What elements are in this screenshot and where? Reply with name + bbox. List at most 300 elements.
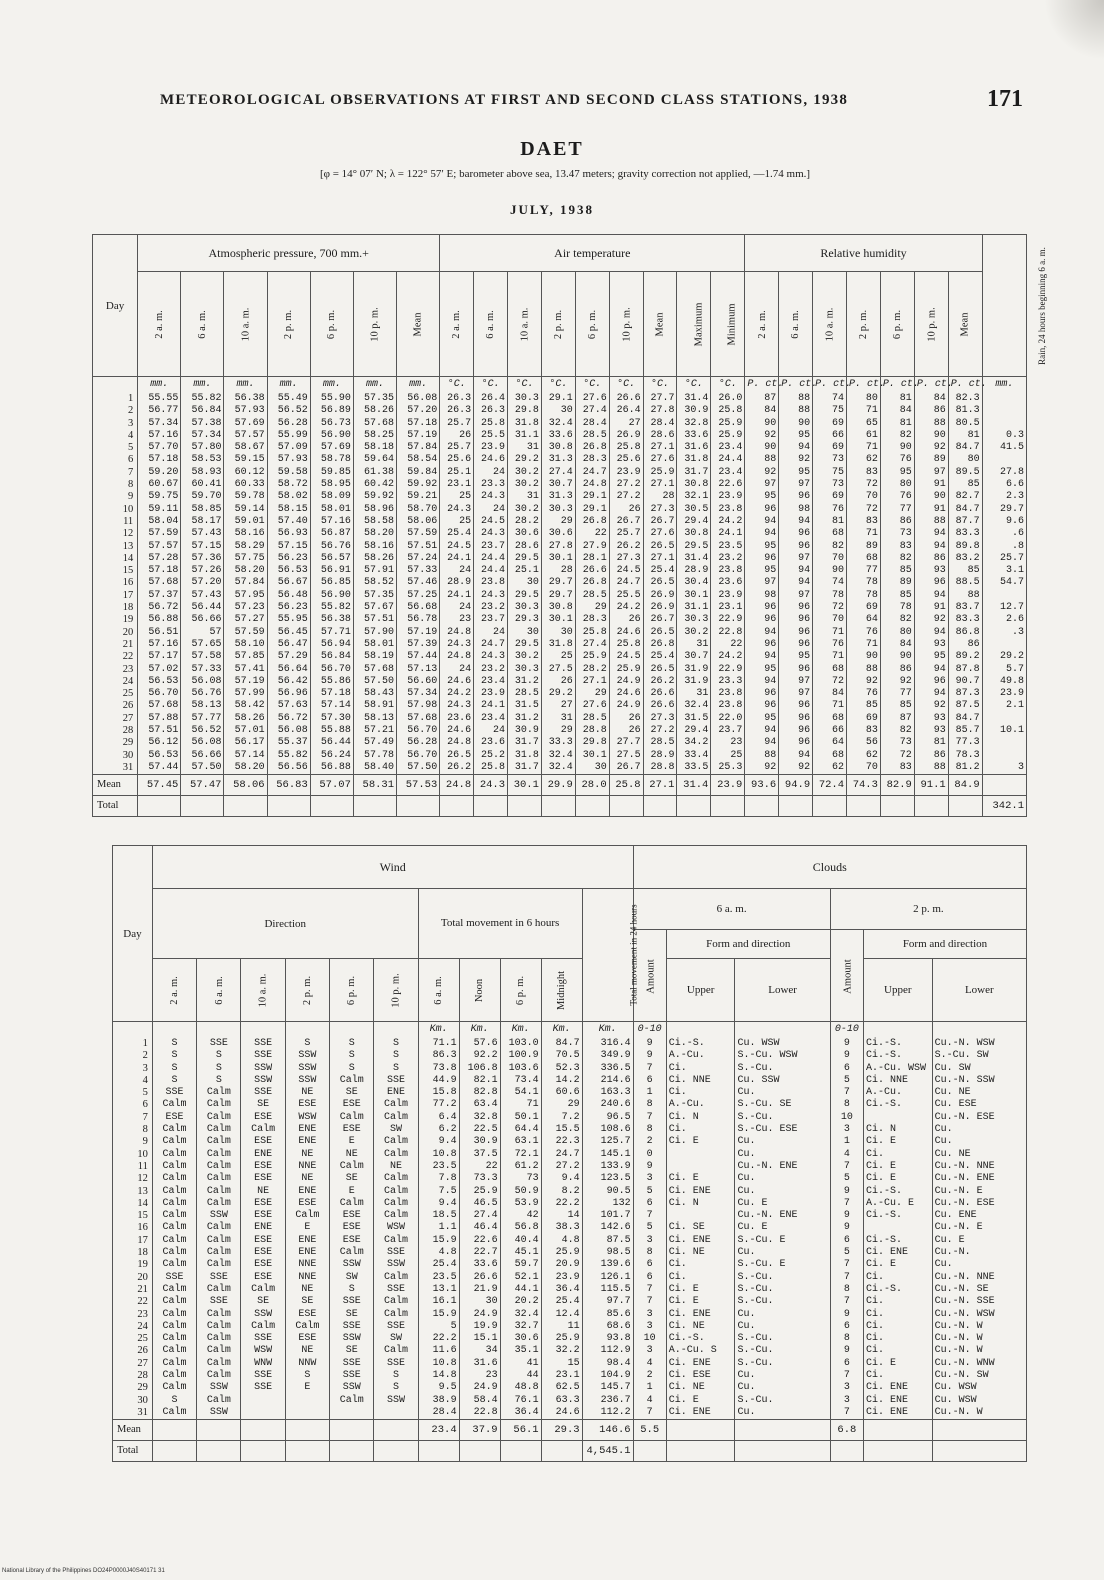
cloud-lower-6am: S.-Cu.	[735, 1345, 830, 1357]
cloud-amount-6am: 3	[633, 1173, 666, 1185]
movement-cell: 14.2	[541, 1075, 582, 1087]
temperature-cell: 31.7	[508, 762, 542, 775]
temperature-cell: 34.2	[677, 737, 711, 749]
cloud-upper-2pm: Ci. ENE	[863, 1395, 932, 1407]
pressure-cell: 55.82	[267, 750, 310, 762]
day-number: 26	[113, 1345, 153, 1357]
movement-cell: 9.4	[418, 1198, 459, 1210]
wind-direction-cell: ESE	[241, 1173, 285, 1185]
temperature-cell: 27	[609, 418, 643, 430]
wind-direction-cell: E	[330, 1186, 374, 1198]
humidity-cell: 81	[914, 737, 948, 749]
temperature-cell: 24.6	[474, 454, 508, 466]
temperature-cell: 27.6	[575, 393, 609, 405]
pressure-cell: 57.44	[138, 762, 181, 775]
temperature-cell: 27.4	[541, 467, 575, 479]
cloud-upper-2pm: Ci.-S.	[863, 1099, 932, 1111]
cloud-upper-2pm: Ci.-S.	[863, 1050, 932, 1062]
wind-direction-cell: ENE	[285, 1136, 329, 1148]
temperature-col-header: Maximum	[677, 272, 711, 377]
movement-cell: 73.3	[459, 1173, 500, 1185]
temperature-cell: 28	[643, 491, 677, 503]
cloud-upper-6am: A.-Cu.	[666, 1099, 735, 1111]
humidity-cell: 96	[914, 577, 948, 589]
temperature-cell: 27.5	[609, 750, 643, 762]
cloud-amount-6am: 0	[633, 1149, 666, 1161]
temperature-cell: 23	[711, 737, 745, 749]
temperature-cell: 24.4	[474, 553, 508, 565]
temperature-cell: 26.3	[440, 393, 474, 405]
humidity-cell: 96	[745, 639, 779, 651]
cloud-amount-6am: 3	[633, 1321, 666, 1333]
humidity-cell: 84	[880, 405, 914, 417]
pressure-cell: 57.85	[224, 651, 267, 663]
movement-cell: 25.4	[418, 1259, 459, 1271]
wind-direction-cell: SSE	[374, 1321, 418, 1333]
wind-direction-cell: Calm	[152, 1186, 196, 1198]
cloud-amount-6am: 2	[633, 1136, 666, 1148]
cloud-amount-6am: 10	[633, 1333, 666, 1345]
km-unit: Km.	[582, 1022, 633, 1039]
temperature-cell: 28.9	[440, 577, 474, 589]
day-number: 13	[113, 1186, 153, 1198]
day-number: 14	[93, 553, 138, 565]
humidity-cell: 62	[847, 750, 881, 762]
total-blank	[500, 1441, 541, 1462]
humidity-cell: 69	[813, 491, 847, 503]
humidity-cell: 82.7	[948, 491, 982, 503]
pressure-cell: 56.57	[310, 553, 353, 565]
humidity-cell: 71	[847, 442, 881, 454]
day-number: 16	[93, 577, 138, 589]
direction-col-header: 6 p. m.	[330, 959, 374, 1022]
pressure-cell: 58.13	[353, 713, 396, 725]
movement-cell: 60.6	[541, 1087, 582, 1099]
month-title: JULY, 1938	[509, 202, 595, 217]
wind-direction-cell: SW	[330, 1272, 374, 1284]
total-cell	[745, 796, 779, 817]
wind-direction-cell: ESE	[285, 1309, 329, 1321]
movement-cell: 63.4	[459, 1099, 500, 1111]
humidity-cell: 78	[813, 590, 847, 602]
rain-cell: 2.6	[982, 614, 1026, 626]
day-number: 14	[113, 1198, 153, 1210]
temperature-cell: 28.8	[575, 725, 609, 737]
temperature-cell: 30	[541, 627, 575, 639]
wind-direction-cell: SSE	[374, 1075, 418, 1087]
wind-direction-cell: ESE	[330, 1210, 374, 1222]
day-number: 2	[113, 1050, 153, 1062]
direction-col-header: 2 p. m.	[285, 959, 329, 1022]
day-number: 25	[93, 688, 138, 700]
temperature-cell: 26.9	[643, 590, 677, 602]
movement-cell: 48.8	[500, 1382, 541, 1394]
temperature-cell: 25.8	[711, 405, 745, 417]
rain-total-cell: 342.1	[982, 796, 1026, 817]
temperature-cell: 22.8	[711, 627, 745, 639]
humidity-cell: 82	[880, 553, 914, 565]
mean-blank	[374, 1420, 418, 1441]
wind-direction-cell: NE	[330, 1149, 374, 1161]
table-row	[113, 1186, 1027, 1198]
cloud-amount-6am: 7	[633, 1063, 666, 1075]
temperature-cell: 24.4	[474, 565, 508, 577]
movement-cell: 36.4	[541, 1284, 582, 1296]
total-cell	[643, 796, 677, 817]
temperature-cell: 23.1	[440, 479, 474, 491]
table-row	[93, 528, 1027, 540]
pressure-cell: 56.51	[138, 627, 181, 639]
pressure-cell: 58.25	[353, 430, 396, 442]
pressure-cell: 56.17	[224, 737, 267, 749]
wind-direction-cell: S	[152, 1050, 196, 1062]
table-row	[93, 750, 1027, 762]
pressure-cell: 57.71	[310, 627, 353, 639]
humidity-cell: 88	[914, 762, 948, 775]
movement-cell: 76.1	[500, 1395, 541, 1407]
temperature-col-header: 2 a. m.	[440, 272, 474, 377]
cloud-amount-2pm: 9	[830, 1050, 863, 1062]
wind-direction-cell: ESE	[330, 1222, 374, 1234]
cloud-upper-2pm: Ci.	[863, 1309, 932, 1321]
cloud-lower-2pm: Cu. NE	[932, 1087, 1026, 1099]
pressure-cell: 59.78	[224, 491, 267, 503]
humidity-cell: 92	[779, 454, 813, 466]
humidity-cell: 93	[914, 713, 948, 725]
cloud-lower-2pm: Cu. SW	[932, 1063, 1026, 1075]
temperature-cell: 24	[440, 565, 474, 577]
units-blank	[241, 1022, 285, 1039]
total-movement-cell: 108.6	[582, 1124, 633, 1136]
temperature-cell: 27.4	[575, 639, 609, 651]
temperature-cell: 30.2	[508, 651, 542, 663]
humidity-cell: 87	[745, 393, 779, 405]
humidity-cell: 70	[847, 491, 881, 503]
pressure-cell: 60.33	[224, 479, 267, 491]
cloud-amount-6am: 8	[633, 1124, 666, 1136]
temperature-cell: 23.4	[474, 713, 508, 725]
movement-cell: 54.1	[500, 1087, 541, 1099]
cloud-lower-6am: Cu.-N. ENE	[735, 1161, 830, 1173]
humidity-cell: 95	[779, 467, 813, 479]
movement-cell: 23.5	[418, 1161, 459, 1173]
temperature-cell: 29	[575, 602, 609, 614]
day-number: 9	[113, 1136, 153, 1148]
pressure-cell: 55.49	[267, 393, 310, 405]
temperature-cell: 26.2	[609, 541, 643, 553]
temperature-cell: 31.8	[508, 418, 542, 430]
cloud-upper-6am: Ci. ENE	[666, 1186, 735, 1198]
wind-direction-cell: ESE	[285, 1198, 329, 1210]
total-movement-cell: 68.6	[582, 1321, 633, 1333]
pressure-cell: 59.14	[224, 504, 267, 516]
humidity-cell: 94	[779, 577, 813, 589]
pressure-cell: 57.40	[267, 516, 310, 528]
total-cell	[181, 796, 224, 817]
mean-cell: 57.07	[310, 775, 353, 796]
cloud-amount-6am: 7	[633, 1284, 666, 1296]
movement-col-header: Midnight	[541, 959, 582, 1022]
temperature-cell: 25.7	[440, 418, 474, 430]
cloud-lower-6am: S.-Cu.	[735, 1284, 830, 1296]
temperature-cell: 24.1	[474, 700, 508, 712]
pressure-cell: 57.15	[267, 541, 310, 553]
movement-cell: 19.9	[459, 1321, 500, 1333]
humidity-cell: 96	[745, 688, 779, 700]
table-row	[113, 1050, 1027, 1062]
wind-direction-cell: ENE	[241, 1149, 285, 1161]
pressure-cell: 58.20	[224, 565, 267, 577]
wind-direction-cell: Calm	[330, 1395, 374, 1407]
table-row	[113, 1075, 1027, 1087]
movement-cell: 56.8	[500, 1222, 541, 1234]
pressure-cell: 57.91	[353, 565, 396, 577]
cloud-lower-2pm: Cu.-N. WSW	[932, 1309, 1026, 1321]
movement-cell: 63.1	[500, 1136, 541, 1148]
station-coordinates: [φ = 14° 07′ N; λ = 122° 57′ E; barometer above sea, 13.47 meters; gravity correction not applied, —1.74 mm.]	[319, 168, 811, 180]
humidity-cell: 70	[813, 614, 847, 626]
humidity-cell: 56	[847, 737, 881, 749]
cloud-lower-2pm: Cu. NE	[932, 1149, 1026, 1161]
pressure-cell: 58.02	[267, 491, 310, 503]
temperature-unit: °C.	[643, 377, 677, 394]
pressure-cell: 58.40	[353, 762, 396, 775]
units-blank	[863, 1022, 932, 1039]
humidity-cell: 89	[880, 577, 914, 589]
pressure-cell: 59.01	[224, 516, 267, 528]
total-cell	[138, 796, 181, 817]
temperature-cell: 27.3	[609, 553, 643, 565]
cloud-upper-6am: Ci. ENE	[666, 1407, 735, 1420]
pressure-cell: 57.34	[397, 688, 440, 700]
movement-cell: 32.8	[459, 1112, 500, 1124]
wind-direction-cell: SW	[374, 1333, 418, 1345]
humidity-cell: 94	[779, 442, 813, 454]
cloud-amount-2pm: 7	[830, 1161, 863, 1173]
humidity-cell: 71	[813, 651, 847, 663]
pressure-unit: mm.	[267, 377, 310, 394]
humidity-cell: 83.7	[948, 602, 982, 614]
temperature-cell: 24.3	[474, 590, 508, 602]
humidity-cell: 94	[745, 737, 779, 749]
temperature-cell: 29.7	[541, 590, 575, 602]
humidity-col-header: 2 p. m.	[847, 272, 881, 377]
humidity-cell: 86	[914, 553, 948, 565]
temperature-cell: 22.6	[711, 479, 745, 491]
rain-cell	[982, 405, 1026, 417]
mean-blank	[330, 1420, 374, 1441]
pressure-cell: 56.94	[310, 639, 353, 651]
cloud-upper-2pm: A.-Cu. WSW	[863, 1063, 932, 1075]
cloud-lower-2pm: Cu. WSW	[932, 1382, 1026, 1394]
table-row	[113, 1284, 1027, 1296]
mean-cell: 94.9	[779, 775, 813, 796]
temperature-cell: 25.8	[474, 418, 508, 430]
day-number: 10	[113, 1149, 153, 1161]
humidity-cell: 72	[847, 504, 881, 516]
cloud-amount-6am: 3	[633, 1309, 666, 1321]
pressure-cell: 56.93	[267, 528, 310, 540]
temperature-cell: 31.5	[508, 700, 542, 712]
movement-cell: 28.4	[418, 1407, 459, 1420]
temperature-cell: 23.6	[474, 737, 508, 749]
movement-cell: 25.9	[459, 1186, 500, 1198]
temperature-cell: 27.8	[541, 541, 575, 553]
wind-direction-cell: WSW	[285, 1112, 329, 1124]
mean-cell: 27.1	[643, 775, 677, 796]
pressure-cell: 60.12	[224, 467, 267, 479]
wind-direction-cell: NE	[285, 1345, 329, 1357]
cloud-lower-6am: Cu.	[735, 1173, 830, 1185]
wind-direction-cell: S	[374, 1382, 418, 1394]
wind-direction-cell: Calm	[197, 1087, 241, 1099]
pressure-cell: 56.67	[267, 577, 310, 589]
humidity-cell: 81	[813, 516, 847, 528]
humidity-cell: 94	[745, 627, 779, 639]
cloud-lower-2pm: Cu.-N. W	[932, 1407, 1026, 1420]
total-cell	[224, 796, 267, 817]
table-row	[93, 430, 1027, 442]
pressure-cell: 58.20	[224, 762, 267, 775]
temperature-col-header: 6 p. m.	[575, 272, 609, 377]
movement-cell: 4.8	[418, 1247, 459, 1259]
movement-cell: 82.1	[459, 1075, 500, 1087]
temperature-col-header: 10 a. m.	[508, 272, 542, 377]
temperature-cell: 29.4	[677, 725, 711, 737]
day-number: 21	[93, 639, 138, 651]
table-row	[113, 1395, 1027, 1407]
wind-direction-cell: SSW	[241, 1075, 285, 1087]
table-row	[113, 1247, 1027, 1259]
temperature-cell: 26.4	[474, 393, 508, 405]
humidity-cell: 68	[813, 664, 847, 676]
total-cell	[847, 796, 881, 817]
temperature-cell: 29.8	[575, 737, 609, 749]
day-number: 24	[93, 676, 138, 688]
cloud-upper-6am: Ci. NE	[666, 1247, 735, 1259]
humidity-cell: 71	[813, 627, 847, 639]
movement-cell: 50.9	[500, 1186, 541, 1198]
pressure-col-header: 10 p. m.	[353, 272, 396, 377]
total-blank	[830, 1441, 863, 1462]
temperature-cell: 25.6	[609, 454, 643, 466]
temperature-cell: 25.3	[711, 762, 745, 775]
movement-cell: 23.5	[418, 1272, 459, 1284]
mean-blank	[197, 1420, 241, 1441]
temperature-cell: 30.3	[508, 664, 542, 676]
temperature-cell: 31.3	[541, 454, 575, 466]
cloud-lower-6am: Cu. E	[735, 1222, 830, 1234]
movement-cell: 22.3	[541, 1136, 582, 1148]
movement-cell: 22.8	[459, 1407, 500, 1420]
humidity-cell: 97	[745, 479, 779, 491]
table-row	[113, 1210, 1027, 1222]
pressure-cell: 59.58	[267, 467, 310, 479]
temperature-cell: 23.3	[474, 479, 508, 491]
wind-direction-cell: ENE	[285, 1247, 329, 1259]
temperature-cell: 32.4	[541, 762, 575, 775]
cloud-amount-6am: 1	[633, 1087, 666, 1099]
temperature-cell: 24.6	[609, 688, 643, 700]
day-number: 15	[93, 565, 138, 577]
humidity-cell: 96	[779, 639, 813, 651]
wind-direction-cell: SE	[330, 1087, 374, 1099]
humidity-cell: 73	[880, 528, 914, 540]
temperature-cell: 28.5	[643, 737, 677, 749]
wind-direction-cell: Calm	[152, 1382, 196, 1394]
pressure-cell: 57.19	[224, 676, 267, 688]
cloud-upper-2pm: Ci. ENE	[863, 1407, 932, 1420]
movement-24h-header: Total movement in 24 hours	[582, 889, 633, 1022]
pressure-cell: 59.15	[224, 454, 267, 466]
pressure-cell: 58.93	[181, 467, 224, 479]
wind-direction-cell: Calm	[330, 1161, 374, 1173]
movement-cell: 73.8	[418, 1063, 459, 1075]
temperature-cell: 26.6	[609, 393, 643, 405]
cloud-lower-6am: Cu. SSW	[735, 1075, 830, 1087]
rain-cell: 12.7	[982, 602, 1026, 614]
movement-cell: 9.4	[418, 1136, 459, 1148]
pressure-cell: 56.84	[181, 405, 224, 417]
pressure-cell: 56.08	[181, 737, 224, 749]
temperature-cell: 25.9	[575, 651, 609, 663]
temperature-cell: 24.8	[440, 627, 474, 639]
humidity-cell: 96	[745, 700, 779, 712]
movement-cell: 32.4	[500, 1309, 541, 1321]
humidity-cell: 96	[779, 627, 813, 639]
pressure-cell: 56.08	[181, 676, 224, 688]
pressure-cell: 58.95	[310, 479, 353, 491]
cloud-lower-2pm: Cu.-N. E	[932, 1186, 1026, 1198]
temperature-cell: 26.3	[440, 405, 474, 417]
rain-cell	[982, 713, 1026, 725]
pressure-cell: 57.50	[353, 676, 396, 688]
total-cell	[948, 796, 982, 817]
temperature-cell: 31.8	[541, 639, 575, 651]
total-cell	[813, 796, 847, 817]
day-number: 22	[113, 1296, 153, 1308]
temperature-cell: 24.2	[711, 516, 745, 528]
humidity-col-header: 2 a. m.	[745, 272, 779, 377]
table-row	[113, 1272, 1027, 1284]
temperature-cell: 31.9	[677, 676, 711, 688]
wind-direction-cell: S	[374, 1038, 418, 1050]
humidity-cell: 95	[745, 491, 779, 503]
humidity-cell: 96	[745, 602, 779, 614]
movement-cell: 15.9	[418, 1235, 459, 1247]
amount-6am-header: Amount	[633, 930, 666, 1022]
pressure-cell: 57.13	[397, 664, 440, 676]
pressure-cell: 57.59	[138, 528, 181, 540]
day-number: 20	[93, 627, 138, 639]
humidity-cell: 88	[914, 516, 948, 528]
pressure-cell: 59.64	[353, 454, 396, 466]
table-row	[113, 1112, 1027, 1124]
temperature-cell: 26.5	[643, 664, 677, 676]
day-number: 30	[113, 1395, 153, 1407]
cloud-upper-6am: Ci. ENE	[666, 1309, 735, 1321]
movement-cell: 22.2	[541, 1198, 582, 1210]
pressure-cell: 57.39	[397, 639, 440, 651]
table-row	[113, 1173, 1027, 1185]
total-blank	[863, 1441, 932, 1462]
table-row	[113, 1136, 1027, 1148]
movement-cell: 9.4	[541, 1173, 582, 1185]
wind-direction-cell: NE	[285, 1087, 329, 1099]
mean-cell: 24.3	[474, 775, 508, 796]
table-row	[113, 1222, 1027, 1234]
day-number: 29	[113, 1382, 153, 1394]
